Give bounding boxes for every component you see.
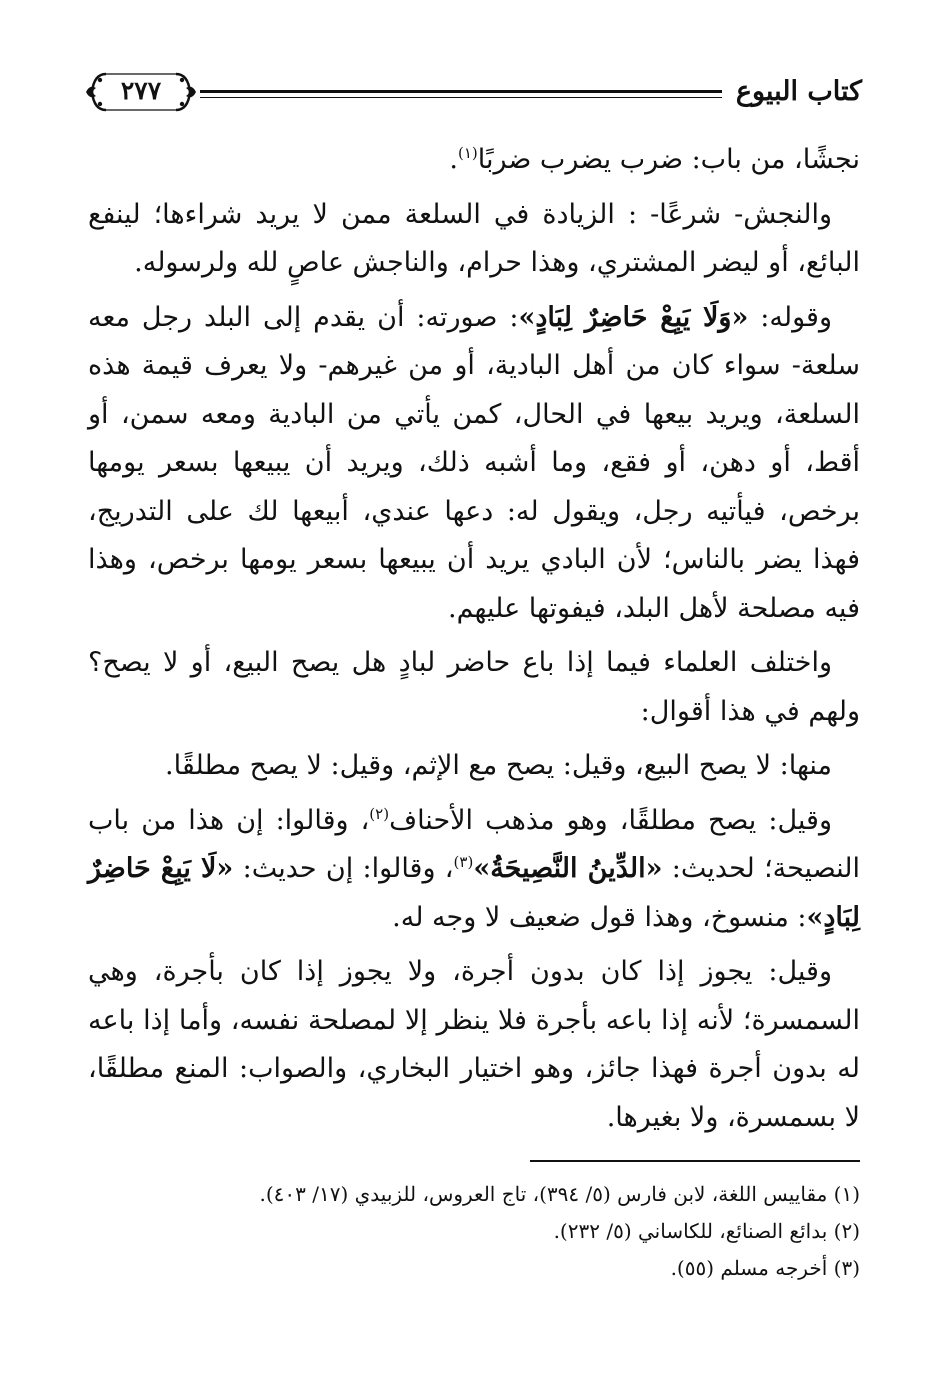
paragraph-4: واختلف العلماء فيما إذا باع حاضر لبادٍ هل يصح البيع، أو لا يصح؟ ولهم في هذا أقوال: bbox=[88, 647, 860, 727]
footnotes bbox=[88, 1176, 860, 1287]
footnote-ref-1[interactable]: (١) bbox=[458, 144, 478, 162]
paragraph-1: نجشًا، من باب: ضرب يضرب ضربًا$^{(١)}$. bbox=[449, 144, 860, 175]
page-header bbox=[82, 68, 862, 124]
page-number-ornament bbox=[82, 68, 200, 116]
header-rule-thick bbox=[200, 90, 722, 93]
paragraph-5: منها: لا يصح البيع، وقيل: يصح مع الإثم، وقيل: لا يصح مطلقًا. bbox=[165, 750, 832, 781]
footnote-ref-3[interactable]: (٣) bbox=[453, 853, 474, 871]
footnote-separator bbox=[530, 1160, 860, 1162]
hadith-quote: «وَلَا يَبِعْ حَاضِرٌ لِبَادٍ» bbox=[518, 301, 749, 333]
paragraph-2: والنجش- شرعًا- : الزيادة في السلعة ممن لا يريد شراءها؛ لينفع البائع، أو ليضر المشتري، وهذا حرام، والناجش عاصٍ لله ولرسوله. bbox=[88, 198, 860, 278]
hadith-quote: «لَا يَبِعْ حَاضِرٌ لِبَادٍ» bbox=[88, 853, 860, 933]
footnote-2: (٢) بدائع الصنائع، للكاساني (٥/ ٢٣٢). bbox=[553, 1219, 860, 1243]
paragraph-3: وقوله: «وَلَا يَبِعْ حَاضِرٌ لِبَادٍ»: صورته: أن يقدم إلى البلد رجل معه سلعة- سواء كان من أهل البادية، أو من غيرهم- ولا يعرف قيمة هذه السلعة، ويريد بيعها في الحال، كمن يأتي من البادية ومعه سمن، أو أقط، أو دهن، أو فقع، وما أشبه ذلك، ويريد أن يبيعها بسعر يومها برخص، فيأتيه رجل، ويقول له: دعها عندي، أبيعها لك على التدريج، فهذا يضر بالناس؛ لأن البادي يريد أن يبيعها بسعر يومها برخص، وهذا فيه مصلحة لأهل البلد، فيفوتها عليهم. bbox=[88, 301, 860, 624]
hadith-quote: «الدِّينُ النَّصِيحَةُ» bbox=[473, 853, 663, 884]
paragraph-6: وقيل: يصح مطلقًا، وهو مذهب الأحناف$^{(٢)}$، وقالوا: إن هذا من باب النصيحة؛ لحديث: «الدِّينُ النَّصِيحَةُ»$^{(٣)}$، وقالوا: إن حديث: «لَا يَبِعْ حَاضِرٌ لِبَادٍ»: منسوخ، وهذا قول ضعيف لا وجه له. bbox=[88, 804, 860, 933]
footnote-1: (١) مقاييس اللغة، لابن فارس (٥/ ٣٩٤)، تاج العروس، للزبيدي (١٧/ ٤٠٣). bbox=[259, 1182, 860, 1206]
book-title: كتاب البيوع bbox=[735, 76, 862, 107]
footnote-ref-2[interactable]: (٢) bbox=[369, 804, 390, 823]
footnote-3: (٣) أخرجه مسلم (٥٥). bbox=[670, 1256, 860, 1280]
paragraph-7: وقيل: يجوز إذا كان بدون أجرة، ولا يجوز إذا كان بأجرة، وهي السمسرة؛ لأنه إذا باعه بأجرة فلا ينظر إلا لمصلحة نفسه، وأما إذا باعه له بدون أجرة فهذا جائز، وهو اختيار البخاري، والصواب: المنع مطلقًا، لا بسمسرة، ولا بغيرها. bbox=[88, 956, 860, 1133]
main-text bbox=[88, 136, 860, 1148]
page-number: ٢٧٧ bbox=[120, 76, 162, 105]
header-rule-thin bbox=[200, 97, 722, 98]
